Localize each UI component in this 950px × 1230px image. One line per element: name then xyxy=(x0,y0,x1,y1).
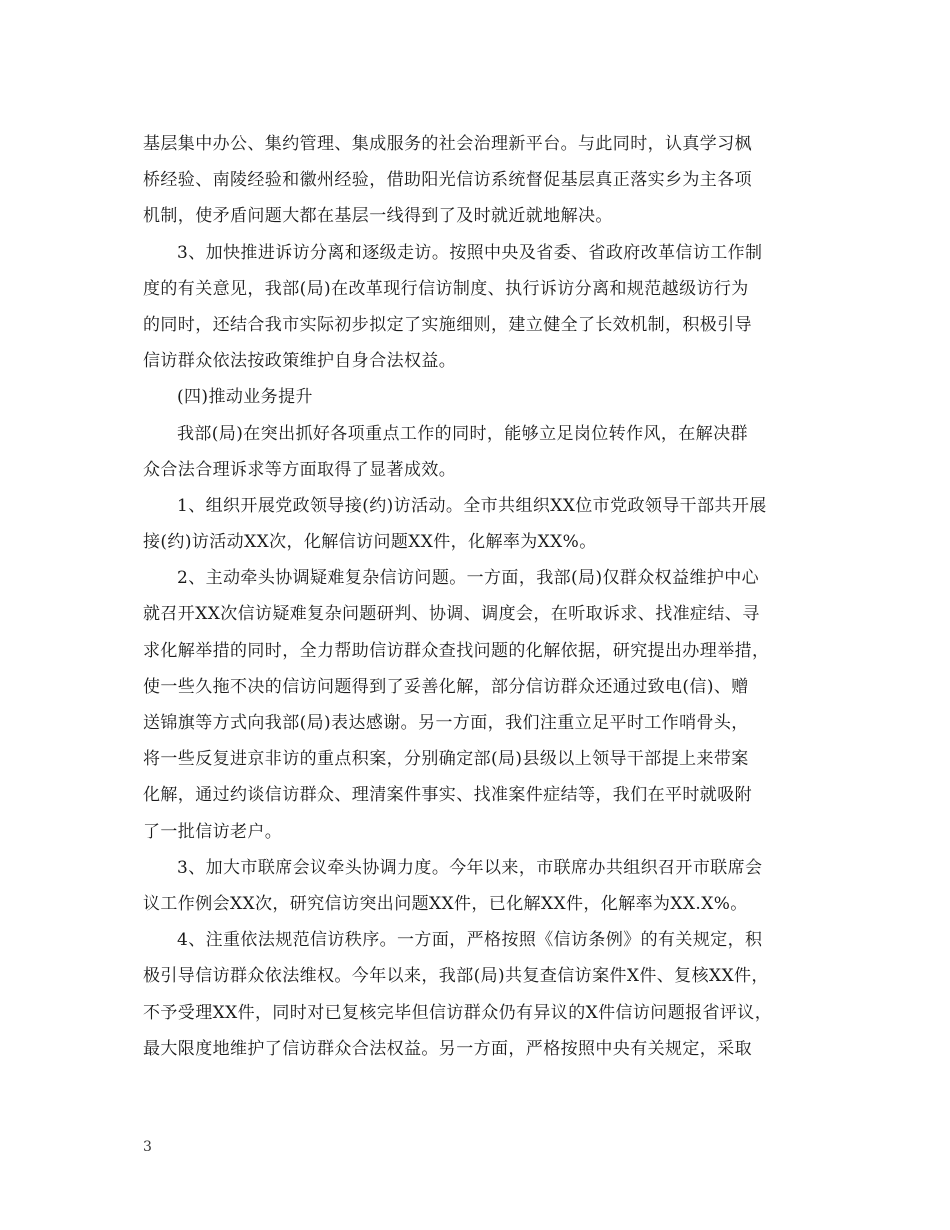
text-line: 最大限度地维护了信访群众合法权益。另一方面，严格按照中央有关规定，采取 xyxy=(143,1038,752,1059)
text-line: 3、加快推进诉访分离和逐级走访。按照中央及省委、省政府改革信访工作制 xyxy=(177,242,763,263)
text-line: 接(约)访活动XX次，化解信访问题XX件，化解率为XX%。 xyxy=(143,532,597,553)
text-line: 基层集中办公、集约管理、集成服务的社会治理新平台。与此同时，认真学习枫 xyxy=(143,134,752,154)
text-line: 化解，通过约谈信访群众、理清案件事实、找准案件症结等，我们在平时就吸附 xyxy=(143,785,752,806)
text-line: 4、注重依法规范信访秩序。一方面，严格按照《信访条例》的有关规定，积 xyxy=(177,930,763,951)
text-line: 度的有关意见，我部(局)在改革现行信访制度、执行诉访分离和规范越级访行为 xyxy=(143,278,749,299)
page-number: 3 xyxy=(143,1139,152,1155)
text-line: 极引导信访群众依法维权。今年以来，我部(局)共复查信访案件X件、复核XX件， xyxy=(143,966,769,987)
text-line: 的同时，还结合我市实际初步拟定了实施细则，建立健全了长效机制，积极引导 xyxy=(143,314,752,335)
text-line: 桥经验、南陵经验和徽州经验，借助阳光信访系统督促基层真正落实乡为主各项 xyxy=(143,170,752,191)
text-line: 机制，使矛盾问题大都在基层一线得到了及时就近就地解决。 xyxy=(143,206,613,227)
text-line: 3、加大市联席会议牵头协调力度。今年以来，市联席办共组织召开市联席会 xyxy=(177,857,763,878)
text-line: 2、主动牵头协调疑难复杂信访问题。一方面，我部(局)仅群众权益维护中心 xyxy=(177,568,760,589)
text-line: 使一些久拖不决的信访问题得到了妥善化解，部分信访群众还通过致电(信)、赠 xyxy=(143,676,749,697)
text-line: 将一些反复进京非访的重点积案，分别确定部(局)县级以上领导干部提上来带案 xyxy=(143,749,749,770)
text-line: 1、组织开展党政领导接(约)访活动。全市共组织XX位市党政领导干部共开展 xyxy=(177,495,767,516)
text-line: 求化解举措的同时，全力帮助信访群众查找问题的化解依据，研究提出办理举措， xyxy=(143,640,770,661)
text-line: 送锦旗等方式向我部(局)表达感谢。另一方面，我们注重立足平时工作哨骨头， xyxy=(143,713,749,733)
text-line: 议工作例会XX次，研究信访突出问题XX件，已化解XX件，化解率为XX.X%。 xyxy=(143,893,748,914)
text-line: 就召开XX次信访疑难复杂问题研判、协调、调度会，在听取诉求、找准症结、寻 xyxy=(143,604,760,625)
document-body xyxy=(143,126,808,1067)
text-line: 我部(局)在突出抓好各项重点工作的同时，能够立足岗位转作风，在解决群 xyxy=(177,423,748,444)
text-line: 众合法合理诉求等方面取得了显著成效。 xyxy=(143,459,457,480)
text-line: 了一批信访老户。 xyxy=(143,821,283,842)
text-line: 不予受理XX件，同时对已复核完毕但信访群众仍有异议的X件信访问题报省评议， xyxy=(143,1002,773,1023)
section-heading: (四)推动业务提升 xyxy=(177,387,313,408)
text-line: 信访群众依法按政策维护自身合法权益。 xyxy=(143,351,457,372)
